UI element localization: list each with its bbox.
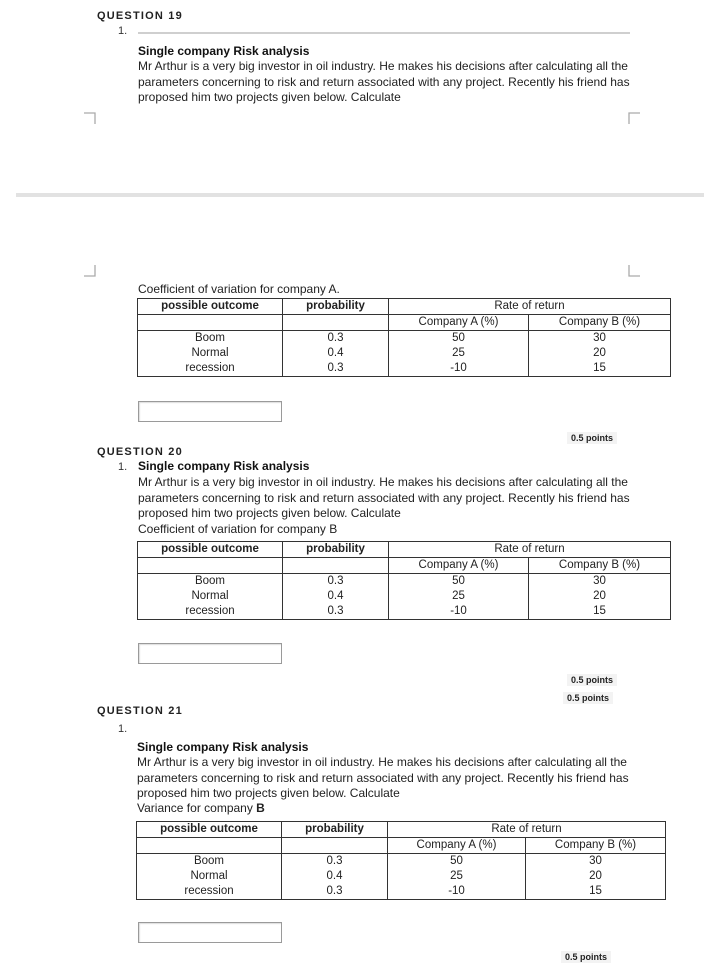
table-row <box>138 361 671 377</box>
corner-bracket-icon <box>628 265 640 277</box>
answer-input-q19[interactable] <box>138 401 282 422</box>
sub-company-b: Company B (%) <box>529 315 671 331</box>
question-21-heading: QUESTION 21 <box>97 705 183 717</box>
cell-outcome: Normal <box>138 589 283 604</box>
question-20-prompt: Coefficient of variation for company B <box>138 522 338 536</box>
cell-b: 20 <box>526 869 666 884</box>
cell-outcome: Boom <box>137 854 282 870</box>
cell-outcome: Normal <box>138 346 283 361</box>
table-row <box>137 854 666 870</box>
cell-outcome: recession <box>137 884 282 900</box>
cell-a: 50 <box>389 331 529 347</box>
cell-b: 30 <box>529 574 671 590</box>
cell-prob: 0.3 <box>283 604 389 620</box>
table-row <box>138 331 671 347</box>
sub-company-a: Company A (%) <box>388 838 526 854</box>
cell-outcome: recession <box>138 604 283 620</box>
col-probability-header: probability <box>283 299 389 315</box>
cell-b: 15 <box>526 884 666 900</box>
cell-b: 30 <box>529 331 671 347</box>
cell-b: 15 <box>529 604 671 620</box>
corner-bracket-icon <box>84 112 96 124</box>
col-probability-header: probability <box>282 822 388 838</box>
cell-a: 25 <box>388 869 526 884</box>
points-badge-q19: 0.5 points <box>567 432 617 444</box>
sub-company-b: Company B (%) <box>529 558 671 574</box>
question-20-heading: QUESTION 20 <box>97 446 183 458</box>
cell-outcome: recession <box>138 361 283 377</box>
cell-outcome: Boom <box>138 574 283 590</box>
cell-b: 30 <box>526 854 666 870</box>
question-20-number: 1. <box>118 461 128 473</box>
table-row <box>138 574 671 590</box>
col-probability-header: probability <box>283 542 389 558</box>
sub-company-a: Company A (%) <box>389 315 529 331</box>
sub-company-b: Company B (%) <box>526 838 666 854</box>
col-rate-header: Rate of return <box>389 299 671 315</box>
cell-outcome: Boom <box>138 331 283 347</box>
corner-bracket-icon <box>84 265 96 277</box>
question-20-body: Mr Arthur is a very big investor in oil industry. He makes his decisions after calculating all the parameters concerning to risk and return associated with any project. Recently his friend has proposed him two projects given below. Calculate <box>138 475 630 520</box>
cell-a: 50 <box>388 854 526 870</box>
cell-prob: 0.4 <box>283 589 389 604</box>
points-badge-q21-header: 0.5 points <box>563 692 613 704</box>
corner-bracket-icon <box>628 112 640 124</box>
cell-b: 20 <box>529 589 671 604</box>
points-badge-q20: 0.5 points <box>567 674 617 686</box>
col-outcome-header: possible outcome <box>138 542 283 558</box>
cell-prob: 0.3 <box>282 854 388 870</box>
table-row <box>138 604 671 620</box>
cell-prob: 0.3 <box>283 361 389 377</box>
cell-outcome: Normal <box>137 869 282 884</box>
question-19-heading: QUESTION 19 <box>97 10 183 22</box>
question-19-number: 1. <box>118 25 128 37</box>
toolbar-underline <box>138 32 630 34</box>
question-21-number: 1. <box>118 723 128 735</box>
cell-prob: 0.3 <box>283 574 389 590</box>
question-20-title: Single company Risk analysis <box>138 459 310 473</box>
cell-a: -10 <box>389 604 529 620</box>
prompt-bold: B <box>256 801 265 815</box>
cell-b: 15 <box>529 361 671 377</box>
cell-a: 25 <box>389 589 529 604</box>
cell-prob: 0.4 <box>282 869 388 884</box>
cell-a: -10 <box>389 361 529 377</box>
cell-prob: 0.4 <box>283 346 389 361</box>
answer-input-q21[interactable] <box>138 922 282 943</box>
points-badge-q21: 0.5 points <box>561 951 611 963</box>
table-row <box>138 589 671 604</box>
question-21-body: Mr Arthur is a very big investor in oil industry. He makes his decisions after calculating all the parameters concerning to risk and return associated with any project. Recently his friend has proposed him two projects given below. Calculate <box>137 755 629 800</box>
table-row <box>138 346 671 361</box>
sub-company-a: Company A (%) <box>389 558 529 574</box>
question-21-title: Single company Risk analysis <box>137 740 309 754</box>
cell-b: 20 <box>529 346 671 361</box>
cell-prob: 0.3 <box>283 331 389 347</box>
rate-table-q21 <box>136 821 666 900</box>
cell-a: 50 <box>389 574 529 590</box>
cell-prob: 0.3 <box>282 884 388 900</box>
rate-table-q19 <box>137 298 671 377</box>
col-rate-header: Rate of return <box>388 822 666 838</box>
prompt-prefix: Variance for company <box>137 801 257 815</box>
rate-table-q20 <box>137 541 671 620</box>
question-19-title: Single company Risk analysis <box>138 44 310 58</box>
answer-input-q20[interactable] <box>138 643 282 664</box>
col-rate-header: Rate of return <box>389 542 671 558</box>
col-outcome-header: possible outcome <box>138 299 283 315</box>
question-21-prompt <box>137 801 265 817</box>
question-19-prompt: Coefficient of variation for company A. <box>138 282 340 296</box>
question-19-body: Mr Arthur is a very big investor in oil industry. He makes his decisions after calculating all the parameters concerning to risk and return associated with any project. Recently his friend has proposed him two projects given below. Calculate <box>138 59 630 104</box>
table-row <box>137 869 666 884</box>
cell-a: -10 <box>388 884 526 900</box>
cell-a: 25 <box>389 346 529 361</box>
page-divider <box>16 193 704 197</box>
col-outcome-header: possible outcome <box>137 822 282 838</box>
table-row <box>137 884 666 900</box>
